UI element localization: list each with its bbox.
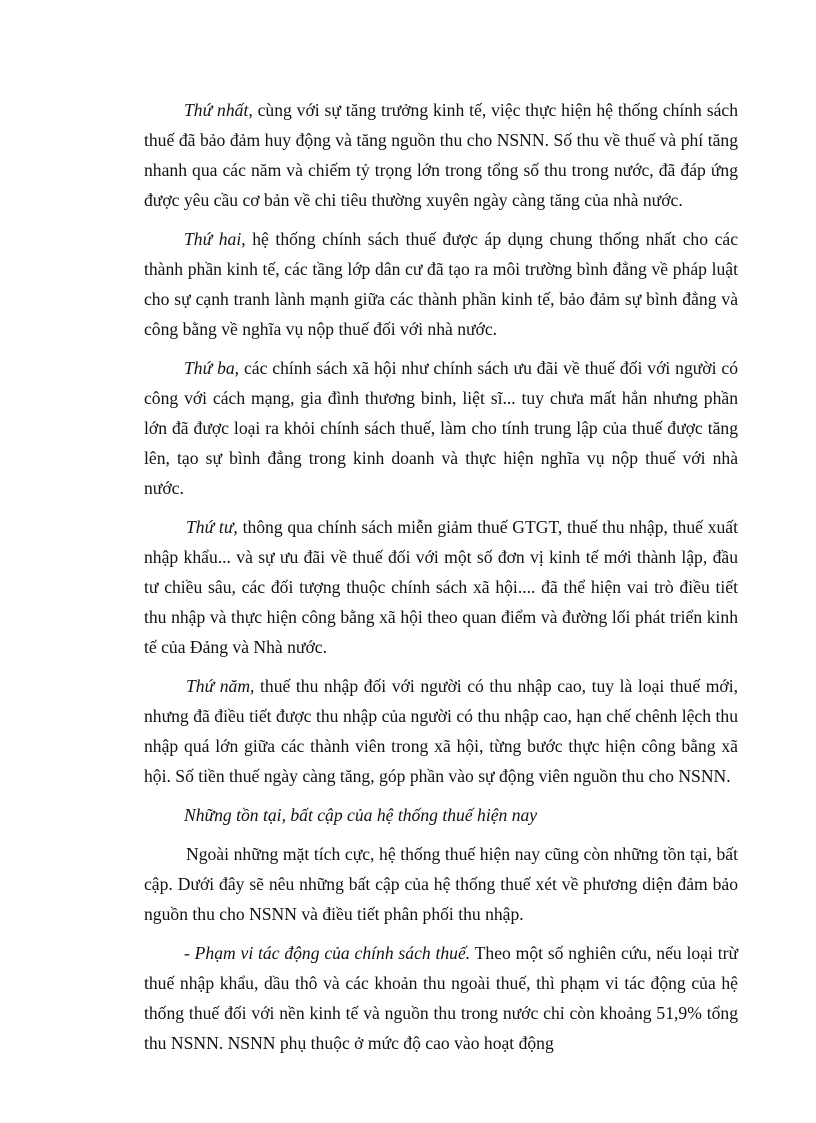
- paragraph-text: hệ thống chính sách thuế được áp dụng chung thống nhất cho các thành phần kinh tế, các tầng lớp dân cư đã tạo ra môi trường bình đẳng về pháp luật cho sự cạnh tranh lành mạnh giữa các thành phần kinh tế, bảo đảm sự bình đẳng và công bằng về nghĩa vụ nộp thuế đối với nhà nước.: [144, 229, 738, 339]
- paragraph-text: các chính sách xã hội như chính sách ưu đãi về thuế đối với người có công với cách mạng, gia đình thương binh, liệt sĩ... tuy chưa mất hẳn nhưng phần lớn đã được loại ra khỏi chính sách thuế, làm cho tính trung lập của thuế được tăng lên, tạo sự bình đẳng trong kinh doanh và thực hiện nghĩa vụ nộp thuế với nhà nước.: [144, 358, 738, 498]
- paragraph-third: [144, 353, 738, 503]
- paragraph-fifth: [144, 671, 738, 791]
- paragraph-lead: Thứ năm,: [186, 676, 255, 696]
- paragraph-lead: Thứ hai,: [184, 229, 246, 249]
- paragraph-lead: Thứ nhất,: [184, 100, 253, 120]
- paragraph-scope: [144, 938, 738, 1058]
- paragraph-text: thông qua chính sách miễn giảm thuế GTGT, thuế thu nhập, thuế xuất nhập khẩu... và sự ưu đãi về thuế đối với một số đơn vị kinh tế mới thành lập, đầu tư chiều sâu, các đối tượng thuộc chính sách xã hội.... đã thể hiện vai trò điều tiết thu nhập và thực hiện công bằng xã hội theo quan điểm và đường lối phát triển kinh tế của Đảng và Nhà nước.: [144, 517, 738, 657]
- paragraph-second: [144, 224, 738, 344]
- paragraph-intro: Ngoài những mặt tích cực, hệ thống thuế hiện nay cũng còn những tồn tại, bất cập. Dưới đây sẽ nêu những bất cập của hệ thống thuế xét về phương diện đảm bảo nguồn thu cho NSNN và điều tiết phân phối thu nhập.: [144, 844, 738, 924]
- paragraph-text: Theo một số nghiên cứu, nếu loại trừ thuế nhập khẩu, dầu thô và các khoản thu ngoài thuế, thì phạm vi tác động của hệ thống thuế đối với nền kinh tế và nguồn thu trong nước chỉ còn khoảng 51,9% tổng thu NSNN. NSNN phụ thuộc ở mức độ cao vào hoạt động: [144, 943, 738, 1053]
- paragraph-fourth: [144, 512, 738, 662]
- paragraph-text: cùng với sự tăng trưởng kinh tế, việc thực hiện hệ thống chính sách thuế đã bảo đảm huy động và tăng nguồn thu cho NSNN. Số thu về thuế và phí tăng nhanh qua các năm và chiếm tỷ trọng lớn trong tổng số thu trong nước, đã đáp ứng được yêu cầu cơ bản về chi tiêu thường xuyên ngày càng tăng của nhà nước.: [144, 100, 738, 210]
- paragraph-lead: - Phạm vi tác động của chính sách thuế.: [184, 943, 471, 963]
- body-text: [144, 95, 738, 1067]
- paragraph-text: thuế thu nhập đối với người có thu nhập cao, tuy là loại thuế mới, nhưng đã điều tiết được thu nhập của người có thu nhập cao, hạn chế chênh lệch thu nhập quá lớn giữa các thành viên trong xã hội, từng bước thực hiện công bằng xã hội. Số tiền thuế ngày càng tăng, góp phần vào sự động viên nguồn thu cho NSNN.: [144, 676, 738, 786]
- paragraph-lead: Thứ tư,: [186, 517, 238, 537]
- section-heading: Những tồn tại, bất cập của hệ thống thuế hiện nay: [184, 805, 538, 825]
- paragraph-first: [144, 95, 738, 215]
- paragraph-lead: Thứ ba,: [184, 358, 240, 378]
